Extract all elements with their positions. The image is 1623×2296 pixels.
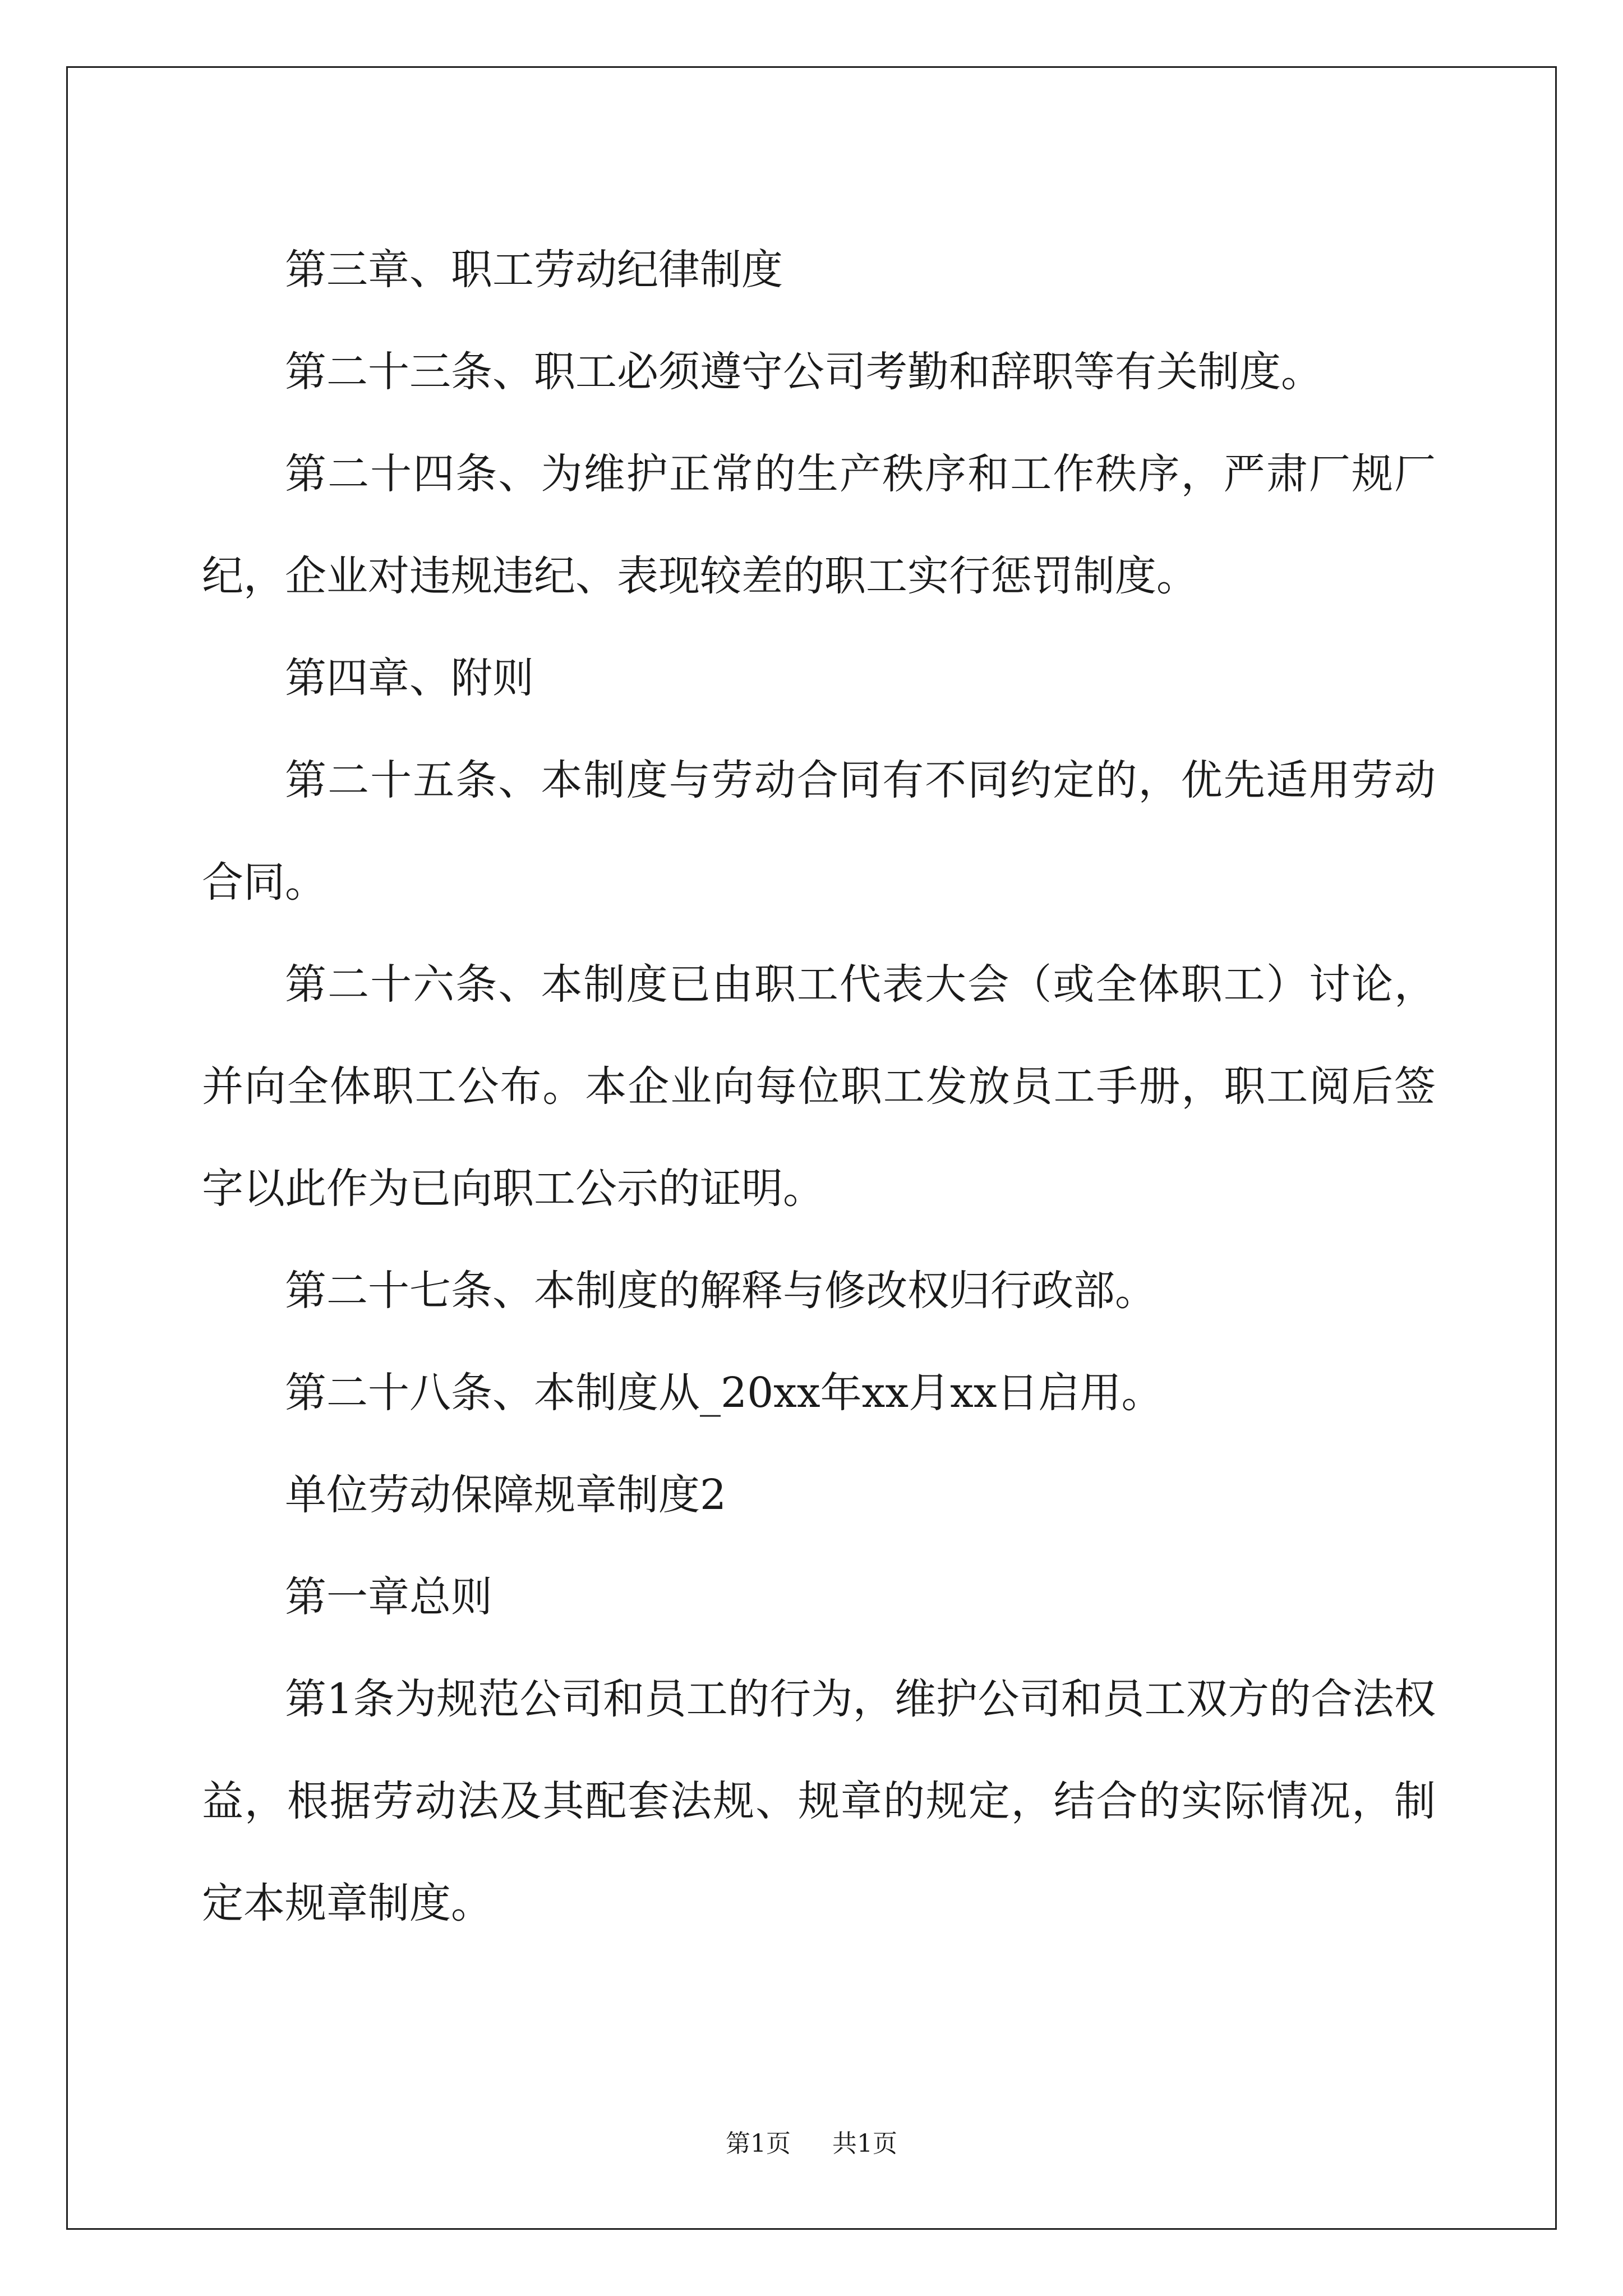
- article-27: 第二十七条、本制度的解释与修改权归行政部。: [285, 1267, 1156, 1315]
- article-25: 第二十五条、本制度与劳动合同有不同约定的，优先适用劳动合同。: [202, 756, 1436, 907]
- section-title-2: 单位劳动保障规章制度2: [285, 1471, 727, 1519]
- page-footer: [0, 2127, 1623, 2161]
- article-23: 第二十三条、职工必须遵守公司考勤和辞职等有关制度。: [285, 348, 1322, 396]
- chapter-1-heading: 第一章总则: [285, 1573, 492, 1621]
- document-body: [202, 219, 1436, 1954]
- chapter-4-heading: 第四章、附则: [285, 654, 534, 702]
- page-number: 第1页: [726, 2129, 791, 2158]
- article-1: 第1条为规范公司和员工的行为，维护公司和员工双方的合法权益，根据劳动法及其配套法规、规章的规定，结合的实际情况，制定本规章制度。: [202, 1675, 1436, 1927]
- chapter-3-heading: 第三章、职工劳动纪律制度: [285, 246, 783, 294]
- article-24: 第二十四条、为维护正常的生产秩序和工作秩序，严肃厂规厂纪，企业对违规违纪、表现较差的职工实行惩罚制度。: [202, 450, 1436, 600]
- article-28: 第二十八条、本制度从_20xx年xx月xx日启用。: [285, 1369, 1163, 1417]
- page-total: 共1页: [832, 2129, 897, 2158]
- article-26: 第二十六条、本制度已由职工代表大会（或全体职工）讨论，并向全体职工公布。本企业向每位职工发放员工手册，职工阅后签字以此作为已向职工公示的证明。: [202, 960, 1436, 1213]
